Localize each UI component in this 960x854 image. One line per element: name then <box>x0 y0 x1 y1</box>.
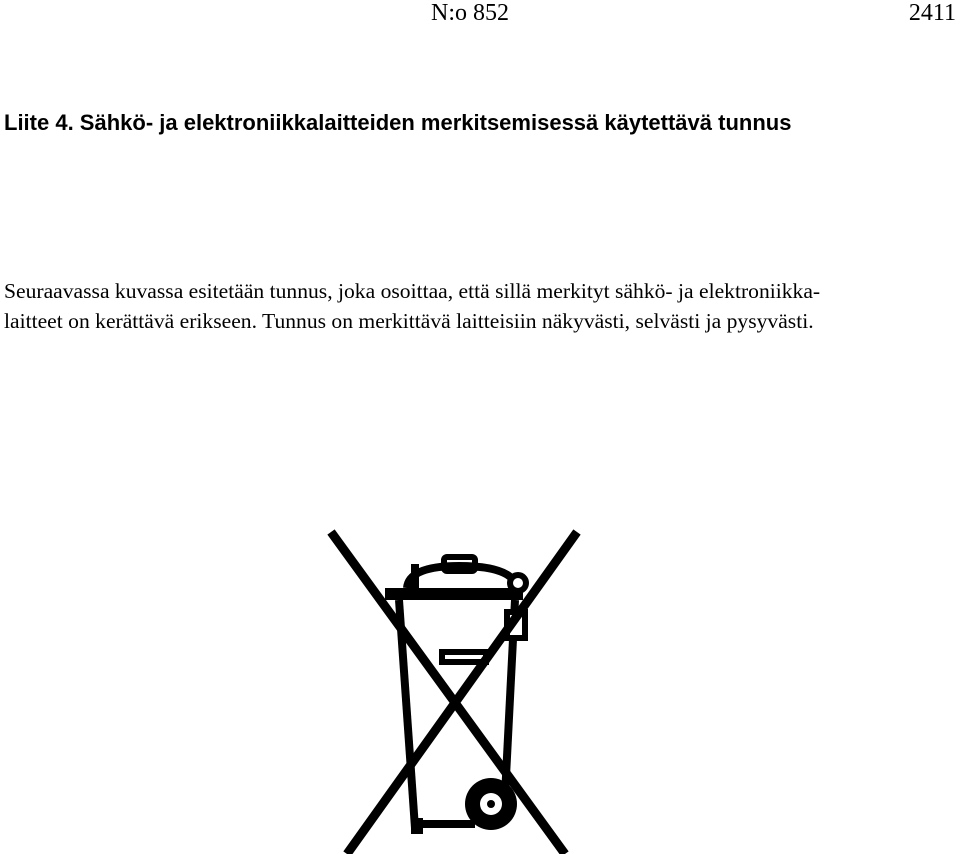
cross-out-lines <box>331 532 577 854</box>
crossed-out-wheeled-bin-icon <box>325 528 583 854</box>
page-number: 2411 <box>908 0 956 26</box>
document-number: N:o 852 <box>431 0 509 26</box>
body-line: laitteet on kerättävä erikseen. Tunnus on merkittävä laitteisiin näkyvästi, selvästi ja pysyvästi. <box>4 309 814 333</box>
body-paragraph <box>4 276 956 336</box>
body-line: Seuraavassa kuvassa esitetään tunnus, joka osoittaa, että sillä merkityt sähkö- ja elektroniikka- <box>4 279 821 303</box>
bin-wheel <box>465 778 517 830</box>
annex-title: Liite 4. Sähkö- ja elektroniikkalaitteiden merkitsemisessä käytettävä tunnus <box>4 110 792 135</box>
bin-lid <box>385 557 526 600</box>
